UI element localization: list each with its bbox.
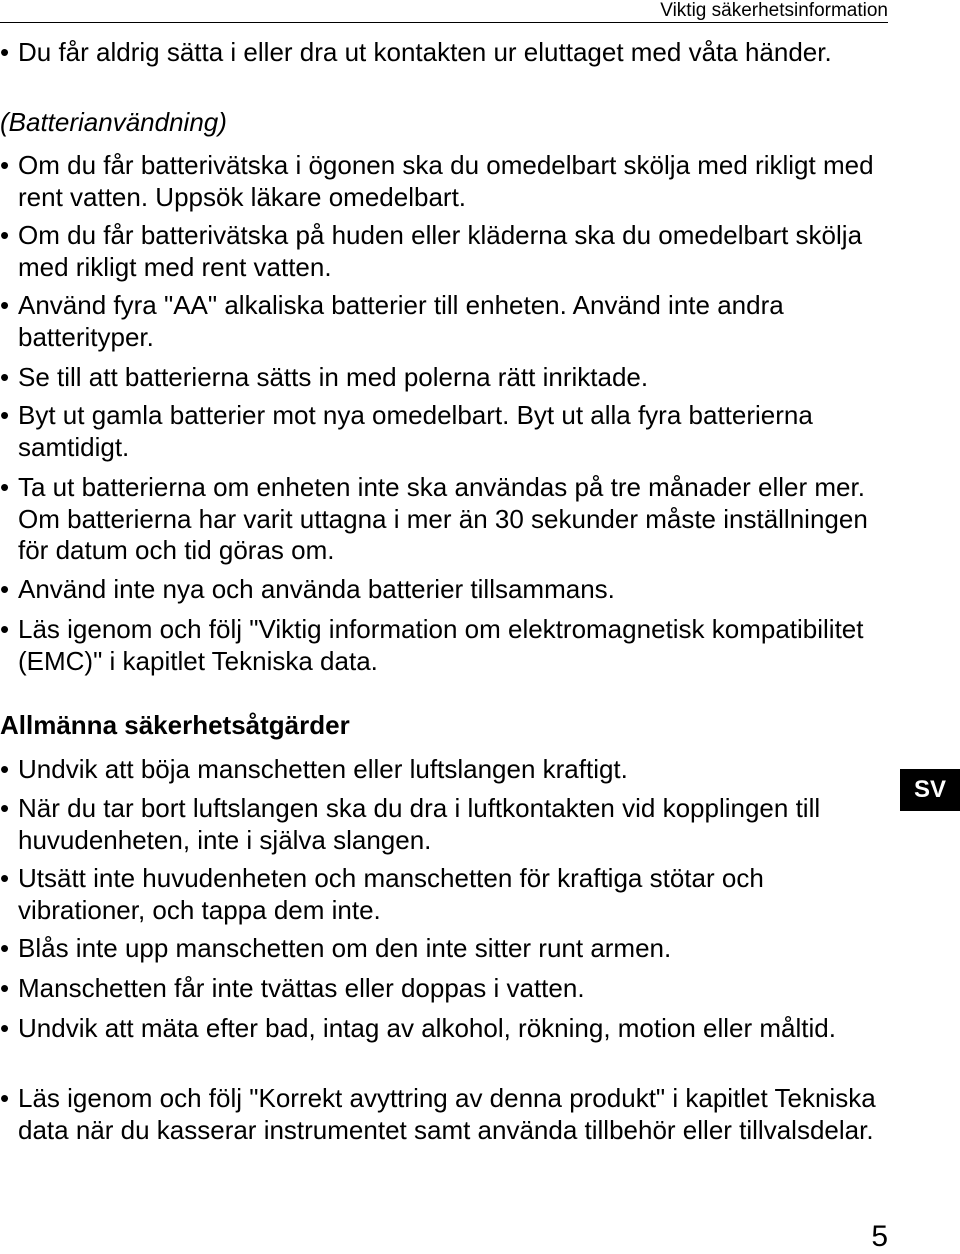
bullet: • [0,863,10,893]
list-item-text: Undvik att mäta efter bad, intag av alkohol, rökning, motion eller måltid. [18,1013,836,1043]
list-item [0,290,890,353]
section-heading: Allmänna säkerhetsåtgärder [0,710,350,740]
list-item-text: Se till att batterierna sätts in med polerna rätt inriktade. [18,362,649,392]
list-item-text: Läs igenom och följ "Viktig information om elektromagnetisk kompatibilitet (EMC)" i kapitlet Tekniska data. [18,614,864,676]
bullet: • [0,472,10,502]
bullet: • [0,290,10,320]
list-item-text: Ta ut batterierna om enheten inte ska användas på tre månader eller mer. Om batterierna har varit uttagna i mer än 30 sekunder måste inställningen för datum och tid göras om. [18,472,868,565]
list-item-text: Utsätt inte huvudenheten och manschetten för kraftiga stötar och vibrationer, och tappa dem inte. [18,863,764,925]
list-item-text: Läs igenom och följ "Korrekt avyttring av denna produkt" i kapitlet Tekniska data när du kasserar instrumentet samt använda tillbehör eller tillvalsdelar. [18,1083,876,1145]
list-item [0,933,890,965]
list-item [0,793,890,856]
list-item-text: Om du får batterivätska i ögonen ska du omedelbart skölja med rikligt med rent vatten. Uppsök läkare omedelbart. [18,150,874,212]
list-item-text: Undvik att böja manschetten eller luftslangen kraftigt. [18,754,628,784]
battery-subheading: (Batterianvändning) [0,107,227,137]
bullet: • [0,37,10,67]
bullet: • [0,1083,10,1113]
list-item-text: Om du får batterivätska på huden eller kläderna ska du omedelbart skölja med rikligt med rent vatten. [18,220,863,282]
bullet: • [0,614,10,644]
bullet: • [0,150,10,180]
language-tab: SV [900,769,960,811]
bullet: • [0,933,10,963]
list-item [0,220,890,283]
list-item [0,1083,890,1146]
bullet: • [0,754,10,784]
list-item-text: Använd inte nya och använda batterier tillsammans. [18,574,615,604]
bullet: • [0,220,10,250]
bullet: • [0,973,10,1003]
list-item-text: Använd fyra "AA" alkaliska batterier till enheten. Använd inte andra batterityper. [18,290,784,352]
list-item [0,1013,890,1045]
list-item [0,362,890,394]
running-header: Viktig säkerhetsinformation [660,0,888,21]
bullet: • [0,400,10,430]
list-item-text: Manschetten får inte tvättas eller doppas i vatten. [18,973,585,1003]
list-item [0,472,890,567]
bullet: • [0,793,10,823]
list-item [0,150,890,213]
list-item [0,973,890,1005]
list-item-text: Du får aldrig sätta i eller dra ut kontakten ur eluttaget med våta händer. [18,37,832,67]
list-item-text: När du tar bort luftslangen ska du dra i luftkontakten vid kopplingen till huvudenheten, inte i själva slangen. [18,793,821,855]
list-item-text: Blås inte upp manschetten om den inte sitter runt armen. [18,933,672,963]
list-item [0,400,890,463]
bullet: • [0,362,10,392]
bullet: • [0,574,10,604]
bullet: • [0,1013,10,1043]
list-item [0,37,890,69]
list-item-text: Byt ut gamla batterier mot nya omedelbart. Byt ut alla fyra batterierna samtidigt. [18,400,813,462]
list-item [0,574,890,606]
list-item [0,863,890,926]
list-item [0,614,890,677]
header-divider [0,22,888,23]
page-number: 5 [871,1220,888,1253]
list-item [0,754,890,786]
